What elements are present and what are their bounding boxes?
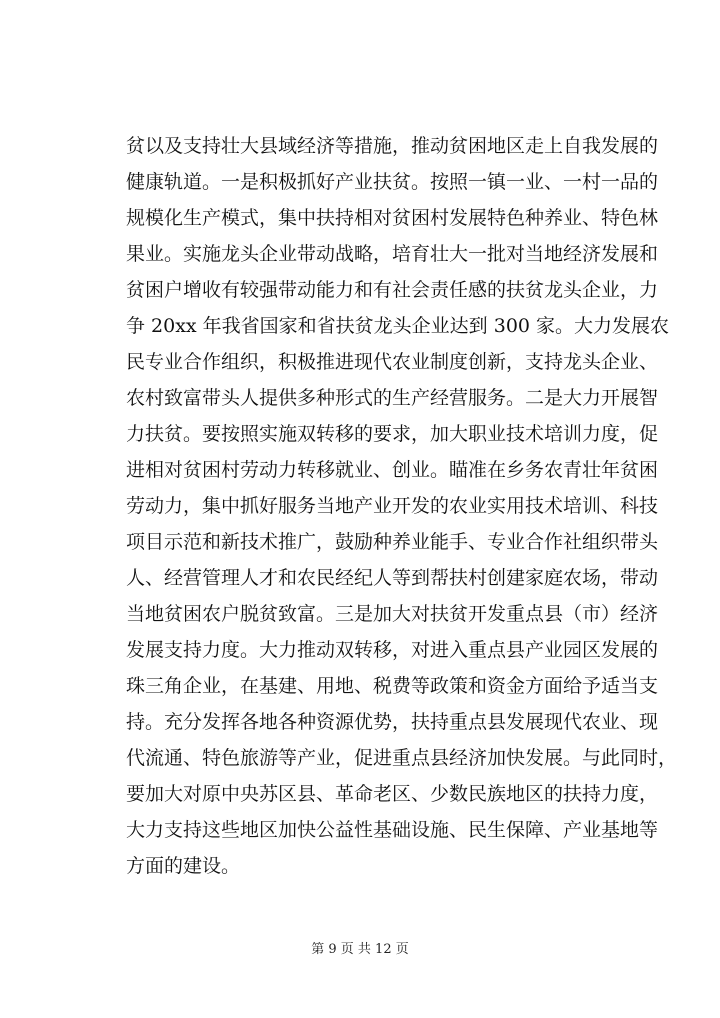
text-line-last: 方面的建设。 (126, 855, 241, 877)
text-line: 持。充分发挥各地各种资源优势，扶持重点县发展现代农业、现 (126, 711, 659, 733)
text-line: 代流通、特色旅游等产业，促进重点县经济加快发展。与此同时， (126, 747, 678, 769)
body-paragraph (126, 128, 678, 884)
text-line: 项目示范和新技术推广，鼓励种养业能手、专业合作社组织带头 (126, 531, 659, 553)
text-line: 民专业合作组织，积极推进现代农业制度创新，支持龙头企业、 (126, 351, 659, 373)
text-line: 贫以及支持壮大县域经济等措施，推动贫困地区走上自我发展的 (126, 135, 659, 157)
text-line: 珠三角企业，在基建、用地、税费等政策和资金方面给予适当支 (126, 675, 659, 697)
text-line: 当地贫困农户脱贫致富。三是加大对扶贫开发重点县（市）经济 (126, 603, 659, 625)
text-line: 发展支持力度。大力推动双转移，对进入重点县产业园区发展的 (126, 639, 659, 661)
text-line: 力扶贫。要按照实施双转移的要求，加大职业技术培训力度，促 (126, 423, 659, 445)
text-line: 进相对贫困村劳动力转移就业、创业。瞄准在乡务农青壮年贫困 (126, 459, 659, 481)
text-line: 规模化生产模式，集中扶持相对贫困村发展特色种养业、特色林 (126, 207, 659, 229)
text-line: 健康轨道。一是积极抓好产业扶贫。按照一镇一业、一村一品的 (126, 171, 659, 193)
text-line: 贫困户增收有较强带动能力和有社会责任感的扶贫龙头企业，力 (126, 279, 659, 301)
text-line: 人、经营管理人才和农民经纪人等到帮扶村创建家庭农场，带动 (126, 567, 659, 589)
text-line: 劳动力，集中抓好服务当地产业开发的农业实用技术培训、科技 (126, 495, 659, 517)
text-line: 农村致富带头人提供多种形式的生产经营服务。二是大力开展智 (126, 387, 659, 409)
text-line: 争 20xx 年我省国家和省扶贫龙头企业达到 300 家。大力发展农 (126, 315, 670, 337)
text-line: 大力支持这些地区加快公益性基础设施、民生保障、产业基地等 (126, 819, 659, 841)
page-number-footer: 第 9 页 共 12 页 (311, 942, 409, 957)
text-line: 要加大对原中央苏区县、革命老区、少数民族地区的扶持力度， (126, 783, 659, 805)
text-line: 果业。实施龙头企业带动战略，培育壮大一批对当地经济发展和 (126, 243, 659, 265)
